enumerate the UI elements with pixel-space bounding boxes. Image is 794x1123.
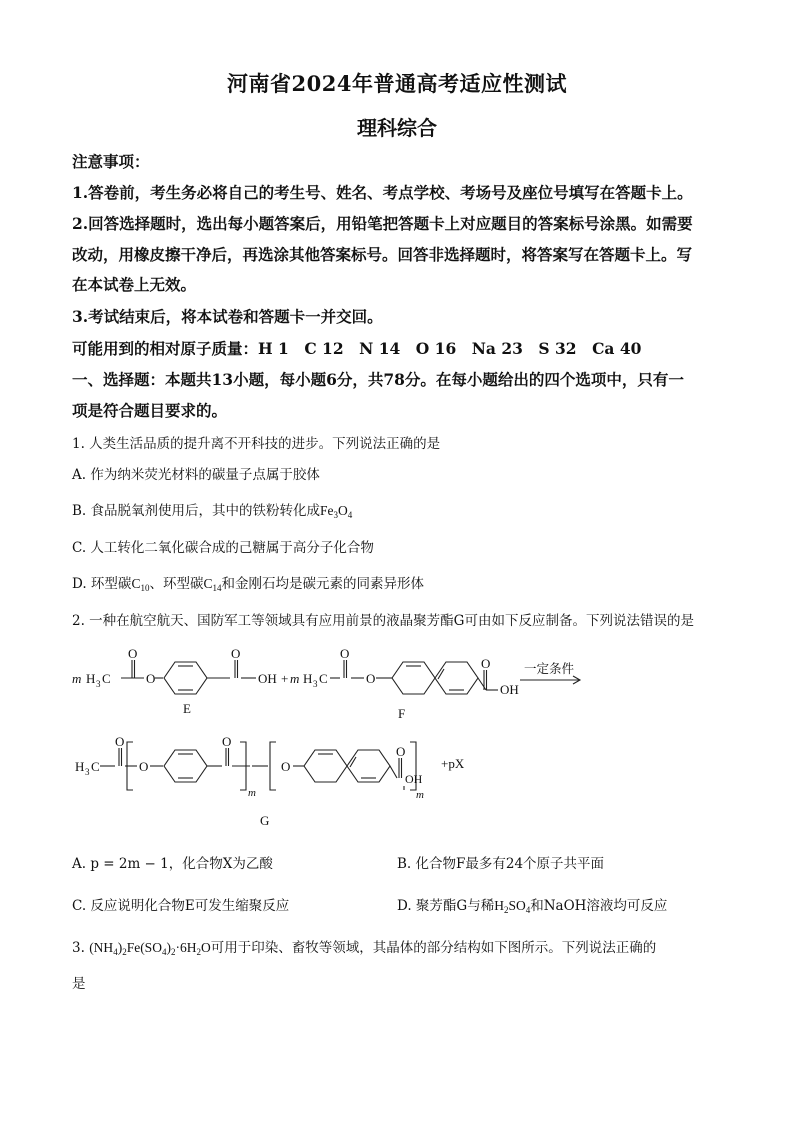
svg-text:O: O [281, 759, 291, 774]
svg-text:m: m [72, 671, 82, 686]
svg-text:H: H [75, 759, 85, 774]
reaction-condition: 一定条件 [524, 662, 575, 676]
q2-stem: 2. 一种在航空航天、国防军工等领域具有应用前景的液晶聚芳酯G可由如下反应制备。下列说法错误的是 [72, 613, 694, 629]
svg-text:O: O [146, 671, 156, 686]
svg-text:O: O [115, 734, 125, 749]
notes-heading: 注意事项： [72, 152, 150, 171]
svg-text:O: O [396, 744, 406, 759]
svg-text:OH: OH [258, 671, 277, 686]
section-1-line-2: 项是符合题目要求的。 [72, 401, 228, 420]
q3-formula: $(NH_4)_2Fe(SO_4)_2\cdot 6H_2O$ [89, 940, 211, 957]
svg-text:O: O [128, 646, 138, 661]
svg-text:3: 3 [96, 679, 101, 689]
label-e: E [183, 701, 191, 716]
svg-text:O: O [481, 656, 491, 671]
note-2-line-3: 在本试卷上无效。 [72, 275, 197, 294]
q2-option-d: D. 聚芳酯G与稀$H_2SO_4$和NaOH溶液均可反应 [397, 898, 668, 915]
q3-stem-line-1: 3. $(NH_4)_2Fe(SO_4)_2\cdot 6H_2O$可用于印染、畜牧等领域，其晶体的部分结构如下图所示。下列说法正确的 [72, 940, 657, 957]
label-f: F [398, 706, 406, 721]
exam-subtitle: 理科综合 [357, 116, 437, 140]
q1-option-b-formula: $Fe_3O_4$ [320, 503, 353, 520]
q1-stem: 1. 人类生活品质的提升离不开科技的进步。下列说法正确的是 [72, 436, 441, 452]
q1-option-b-text: B. 食品脱氧剂使用后，其中的铁粉转化成 [72, 503, 321, 519]
section-1-line-1: 一、选择题：本题共13小题，每小题6分，共78分。在每小题给出的四个选项中，只有一 [72, 370, 684, 389]
q1-option-c: C. 人工转化二氧化碳合成的己糖属于高分子化合物 [72, 540, 374, 556]
svg-text:m: m [290, 671, 300, 686]
reaction-scheme [0, 640, 794, 840]
svg-text:m: m [416, 789, 424, 801]
q1-option-b [72, 499, 352, 520]
svg-text:C: C [319, 671, 328, 686]
q1-option-d: D. 环型碳$C_{10}$、环型碳$C_{14}$和金刚石均是碳元素的同素异形体 [72, 576, 424, 593]
svg-text:O: O [340, 646, 350, 661]
svg-text:O: O [366, 671, 376, 686]
q3-stem-line-2: 是 [72, 976, 86, 992]
svg-text:OH: OH [500, 682, 519, 697]
note-2-line-2: 改动，用橡皮擦干净后，再选涂其他答案标号。回答非选择题时，将答案写在答题卡上。写 [72, 245, 693, 264]
q2-option-b: B. 化合物F最多有24个原子共平面 [397, 856, 605, 872]
note-3: 3.考试结束后，将本试卷和答题卡一并交回。 [72, 307, 383, 326]
svg-text:H: H [86, 671, 96, 686]
q1-option-a: A. 作为纳米荧光材料的碳量子点属于胶体 [72, 467, 320, 483]
svg-text:3: 3 [85, 767, 90, 777]
note-2-line-1: 2.回答选择题时，选出每小题答案后，用铅笔把答题卡上对应题目的答案标号涂黑。如需要 [72, 214, 693, 233]
svg-text:C: C [102, 671, 111, 686]
product-px: +pX [441, 756, 465, 771]
q2-option-a: A. p = 2m − 1，化合物X为乙酸 [72, 856, 273, 872]
svg-text:O: O [139, 759, 149, 774]
exam-title: 河南省2024年普通高考适应性测试 [227, 71, 567, 96]
svg-text:H: H [303, 671, 313, 686]
label-g: G [260, 813, 270, 828]
svg-text:O: O [222, 734, 232, 749]
svg-text:+: + [281, 671, 289, 686]
note-1: 1.答卷前，考生务必将自己的考生号、姓名、考点学校、考场号及座位号填写在答题卡上。 [72, 183, 693, 202]
svg-text:OH: OH [405, 772, 423, 786]
svg-text:3: 3 [313, 679, 318, 689]
svg-text:C: C [91, 759, 100, 774]
atomic-masses: 可能用到的相对原子质量：H 1 C 12 N 14 O 16 Na 23 S 32 Ca 40 [72, 339, 642, 358]
q2-option-c: C. 反应说明化合物E可发生缩聚反应 [72, 898, 290, 914]
svg-text:m: m [248, 787, 256, 799]
svg-text:O: O [231, 646, 241, 661]
